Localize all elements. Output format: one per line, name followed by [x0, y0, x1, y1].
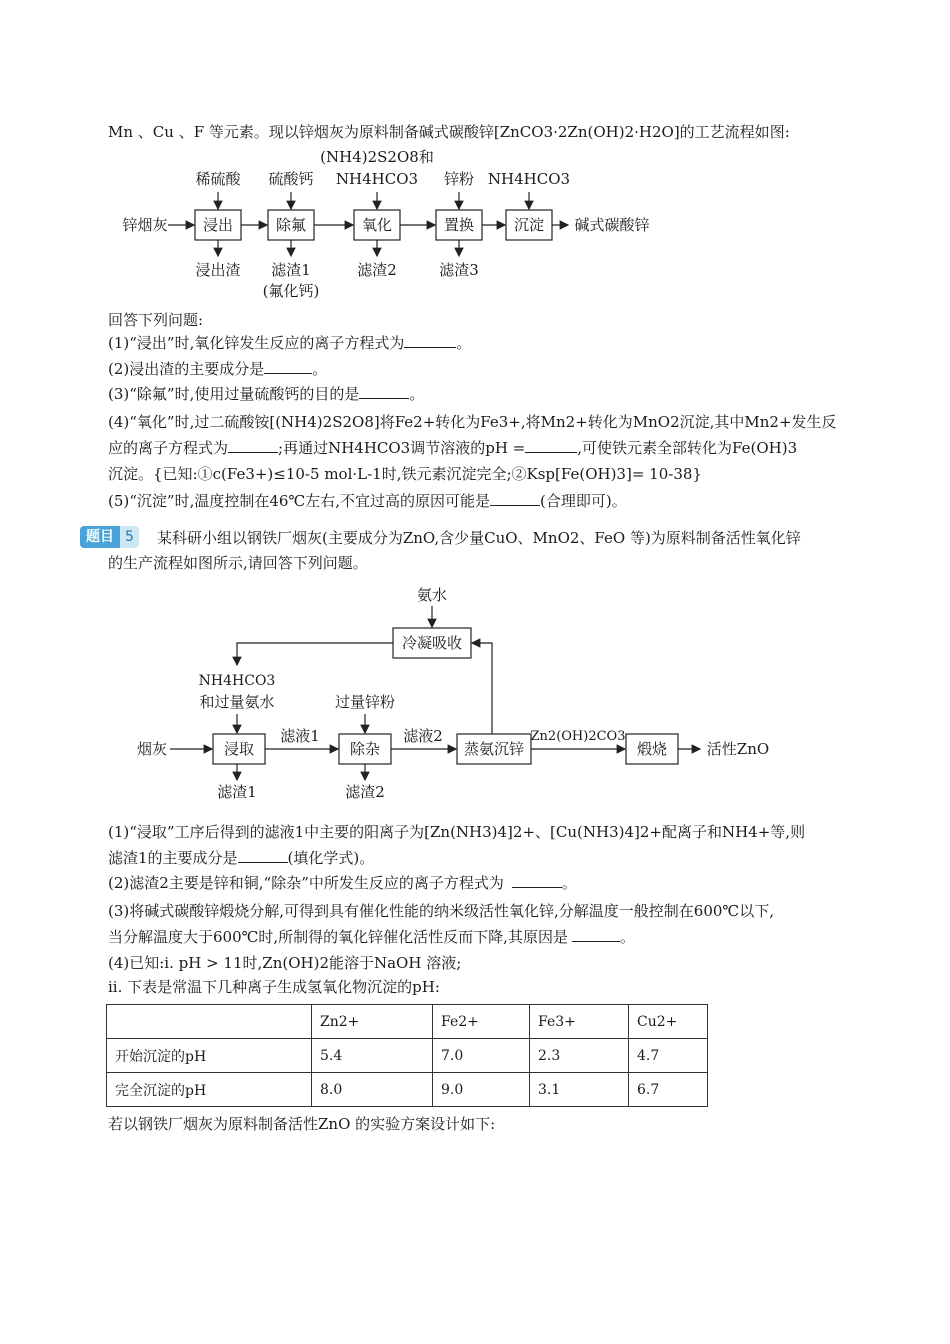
label-residue1: 滤渣1 [217, 783, 257, 801]
reagent-3b: NH4HCO3 [335, 170, 419, 188]
residue-2b: (氟化钙) [262, 282, 320, 300]
table-cell: 9.0 [433, 1073, 530, 1107]
ph-table [106, 1004, 708, 1107]
label-filtrate2: 滤液2 [403, 727, 443, 745]
q5-2: (2)滤渣2主要是锌和铜,“除杂”中所发生反应的离子方程式为 。 [108, 874, 577, 892]
table-cell: 5.4 [312, 1039, 433, 1073]
step-precip: 沉淀 [513, 216, 545, 234]
flow-diagram-2 [0, 580, 950, 805]
label-residue2: 滤渣2 [345, 783, 385, 801]
table-cell: 7.0 [433, 1039, 530, 1073]
question-4-line-1: (4)“氧化”时,过二硫酸铵[(NH4)2S2O8]将Fe2+转化为Fe3+,将Mn2+转化为MnO2沉淀,其中Mn2+发生反 [108, 413, 837, 431]
q5-1-line-2: 滤渣1的主要成分是 (填化学式)。 [108, 849, 375, 867]
label-leach: 浸取 [223, 740, 255, 758]
table-cell: 6.7 [629, 1073, 708, 1107]
answer-blank[interactable] [512, 873, 562, 888]
answer-blank[interactable] [238, 848, 288, 863]
flow-end: 碱式碳酸锌 [574, 216, 650, 234]
question-5: (5)“沉淀”时,温度控制在46℃左右,不宜过高的原因可能是 (合理即可)。 [108, 492, 627, 510]
step-leach: 浸出 [202, 216, 234, 234]
label-reagent-a2: 和过量氨水 [199, 693, 275, 711]
reagent-4: 锌粉 [443, 170, 475, 188]
label-reagent-b: 过量锌粉 [334, 693, 396, 711]
answer-blank[interactable] [404, 333, 456, 348]
answer-blank[interactable] [264, 359, 312, 374]
flow-start: 锌烟灰 [122, 216, 168, 234]
question-3: (3)“除氟”时,使用过量硫酸钙的目的是 。 [108, 385, 425, 403]
q5-3-line-1: (3)将碱式碳酸锌煅烧分解,可得到具有催化性能的纳米级活性氧化锌,分解温度一般控制在600℃以下, [108, 902, 774, 920]
q5-1-line-1: (1)“浸取”工序后得到的滤液1中主要的阳离子为[Zn(NH3)4]2+、[Cu(NH3)4]2+配离子和NH4+等,则 [108, 823, 806, 841]
table-cell: 2.3 [530, 1039, 629, 1073]
q5-3-line-2: 当分解温度大于600℃时,所制得的氧化锌催化活性反而下降,其原因是 。 [108, 928, 635, 946]
residue-3: 滤渣2 [357, 261, 397, 279]
label-ammonia: 氨水 [416, 586, 448, 604]
label-filtrate1: 滤液1 [280, 727, 320, 745]
q5-final-line: 若以钢铁厂烟灰为原料制备活性ZnO 的实验方案设计如下: [108, 1115, 496, 1133]
intro-line: Mn 、Cu 、F 等元素。现以锌烟灰为原料制备碱式碳酸锌[ZnCO3·2Zn(OH)2·H2O]的工艺流程如图: [108, 123, 790, 141]
step-oxidize: 氧化 [361, 216, 393, 234]
question-4-line-2: 应的离子方程式为 ;再通过NH4HCO3调节溶液的pH = ,可使铁元素全部转化为Fe(OH)3 [108, 439, 798, 457]
answer-blank[interactable] [525, 438, 577, 453]
q5-4-line-1: (4)已知:i. pH > 11时,Zn(OH)2能溶于NaOH 溶液; [108, 954, 462, 972]
reagent-3a: (NH4)2S2O8和 [320, 148, 434, 166]
residue-1: 浸出渣 [195, 261, 241, 279]
q5-intro-1: 某科研小组以钢铁厂烟灰(主要成分为ZnO,含少量CuO、MnO2、FeO 等)为原料制备活性氧化锌 [157, 529, 801, 547]
tag-label: 题目 [80, 526, 120, 548]
tag-number: 5 [120, 526, 139, 548]
answer-blank[interactable] [228, 438, 278, 453]
question-2: (2)浸出渣的主要成分是 。 [108, 360, 328, 378]
table-row [107, 1039, 708, 1073]
questions-heading: 回答下列问题: [108, 311, 204, 329]
q5-4-line-2: ii. 下表是常温下几种离子生成氢氧化物沉淀的pH: [108, 978, 440, 996]
table-cell: Fe3+ [530, 1005, 629, 1039]
table-cell: 完全沉淀的pH [107, 1073, 312, 1107]
table-cell: Fe2+ [433, 1005, 530, 1039]
step-defluor: 除氟 [275, 216, 307, 234]
reagent-2: 硫酸钙 [268, 170, 314, 188]
residue-2: 滤渣1 [271, 261, 311, 279]
residue-4: 滤渣3 [439, 261, 479, 279]
table-cell: 4.7 [629, 1039, 708, 1073]
table-cell: 3.1 [530, 1073, 629, 1107]
label-calcine: 煅烧 [636, 740, 668, 758]
answer-blank[interactable] [359, 384, 409, 399]
table-cell: 开始沉淀的pH [107, 1039, 312, 1073]
reagent-1: 稀硫酸 [195, 170, 241, 188]
label-condense: 冷凝吸收 [401, 634, 463, 652]
label-steam: 蒸氨沉锌 [463, 740, 525, 758]
answer-blank[interactable] [572, 927, 620, 942]
table-cell [107, 1005, 312, 1039]
q5-intro-2: 的生产流程如图所示,请回答下列问题。 [108, 554, 368, 572]
label-end: 活性ZnO [706, 740, 770, 758]
table-cell: Cu2+ [629, 1005, 708, 1039]
question-tag [80, 526, 139, 548]
label-purify: 除杂 [349, 740, 381, 758]
label-reagent-a1: NH4HCO3 [198, 673, 276, 689]
table-cell: 8.0 [312, 1073, 433, 1107]
reagent-5: NH4HCO3 [487, 170, 571, 188]
answer-blank[interactable] [490, 491, 540, 506]
step-replace: 置换 [443, 216, 475, 234]
label-product-mid: Zn2(OH)2CO3 [530, 729, 626, 744]
question-4-line-3: 沉淀。{已知:①c(Fe3+)≤10-5 mol·L-1时,铁元素沉淀完全;②Ksp[Fe(OH)3]= 10-38} [108, 465, 702, 483]
table-row [107, 1073, 708, 1107]
table-header-row [107, 1005, 708, 1039]
question-1: (1)“浸出”时,氧化锌发生反应的离子方程式为 。 [108, 334, 472, 352]
label-start: 烟灰 [136, 740, 168, 758]
table-cell: Zn2+ [312, 1005, 433, 1039]
